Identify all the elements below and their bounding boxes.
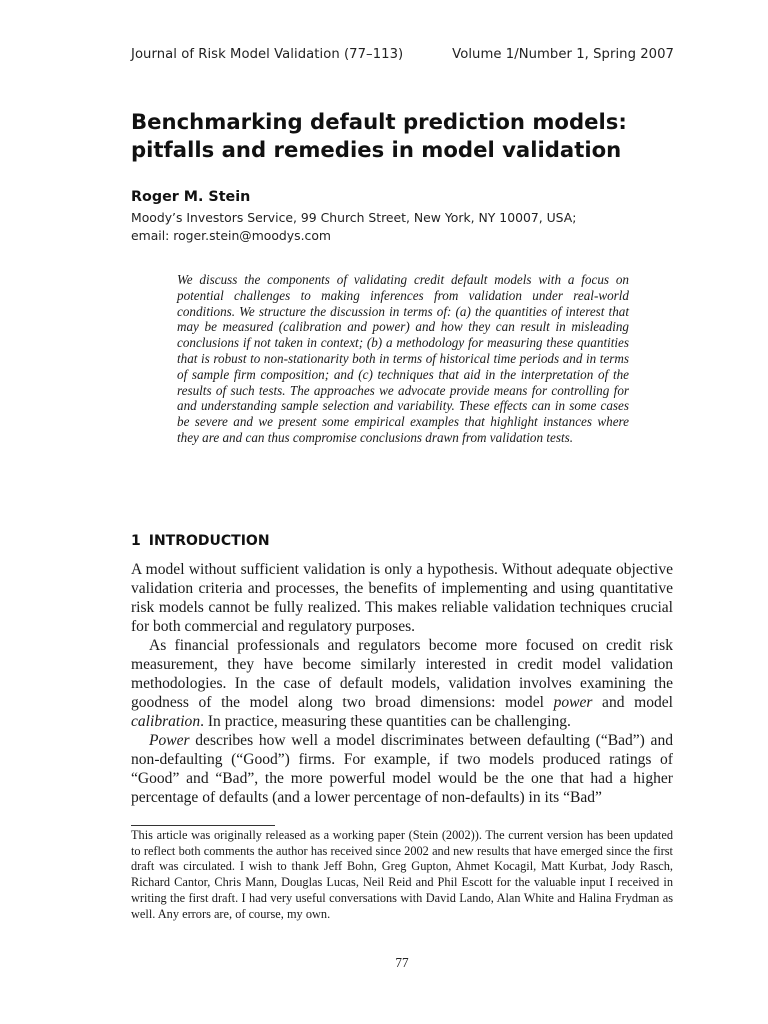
page-number: 77 (395, 955, 409, 970)
volume-issue: Volume 1/Number 1, Spring 2007 (452, 47, 674, 62)
footnote-rule (131, 825, 275, 826)
section-title: INTRODUCTION (148, 533, 270, 549)
paragraph-text: and model (592, 694, 673, 711)
paragraph-text: describes how well a model discriminates between defaulting (“Bad”) and non-defaulting (“Good”) firms. For example, if two models produced ratings of “Good” and “Bad”, the more powerful model would be the one that had a higher percentage of defaults (and a lower percentage of non-defaults) in its “Bad” (131, 732, 673, 806)
paragraph-text: . In practice, measuring these quantities can be challenging. (200, 713, 571, 730)
abstract: We discuss the components of validating credit default models with a focus on potential challenges to making inferences from validation under real-world conditions. We structure the discussion in terms of: (a) the quantities of interest that may be measured (calibration and power) and how they can result in misleading conclusions if not taken in context; (b) a methodology for measuring these quantities that is robust to non-stationarity both in terms of historical time periods and in terms of sample firm composition; and (c) techniques that aid in the interpretation of the results of such tests. The approaches we advocate provide means for controlling for and understanding sample selection and variability. These effects can in some cases be severe and we present some empirical examples that highlight instances where they are and can thus compromise conclusions drawn from validation tests. (177, 272, 629, 445)
email-line: email: roger.stein@moodys.com (131, 228, 331, 243)
article-title (131, 108, 691, 164)
section-heading (131, 533, 270, 549)
paragraph (131, 731, 673, 807)
author-affiliation (131, 209, 671, 245)
title-line: Benchmarking default prediction models: (131, 109, 627, 134)
body-text (131, 560, 673, 807)
emphasis-power: power (553, 694, 593, 711)
section-number: 1 (131, 533, 141, 549)
affiliation-line: Moody’s Investors Service, 99 Church Street, New York, NY 10007, USA; (131, 210, 577, 225)
emphasis-calibration: calibration (131, 713, 201, 730)
paragraph (131, 636, 673, 731)
footnote: This article was originally released as a working paper (Stein (2002)). The current version has been updated to reflect both comments the author has received since 2002 and new results that have emerged since the first draft was circulated. I wish to thank Jeff Bohn, Greg Gupton, Ahmet Kocagil, Matt Kurbat, Jody Rasch, Richard Cantor, Chris Mann, Douglas Lucas, Neil Reid and Phil Escott for the valuable input I received in writing the first draft. I had very useful conversations with David Lando, Alan White and Halina Frydman as well. Any errors are, of course, my own. (131, 828, 673, 921)
title-line: pitfalls and remedies in model validation (131, 137, 622, 162)
author-name: Roger M. Stein (131, 189, 251, 205)
emphasis-power: Power (149, 732, 190, 749)
paragraph-text: As financial professionals and regulators become more focused on credit risk measurement, they have become similarly interested in credit model validation methodologies. In the case of default models, validation involves examining the goodness of the model along two broad dimensions: model (131, 637, 673, 711)
running-head (131, 47, 674, 62)
paragraph: A model without sufficient validation is only a hypothesis. Without adequate objective validation criteria and processes, the benefits of implementing and using quantitative risk models cannot be fully realized. This makes reliable validation techniques crucial for both commercial and regulatory purposes. (131, 561, 673, 635)
journal-citation: Journal of Risk Model Validation (77–113) (131, 47, 404, 62)
